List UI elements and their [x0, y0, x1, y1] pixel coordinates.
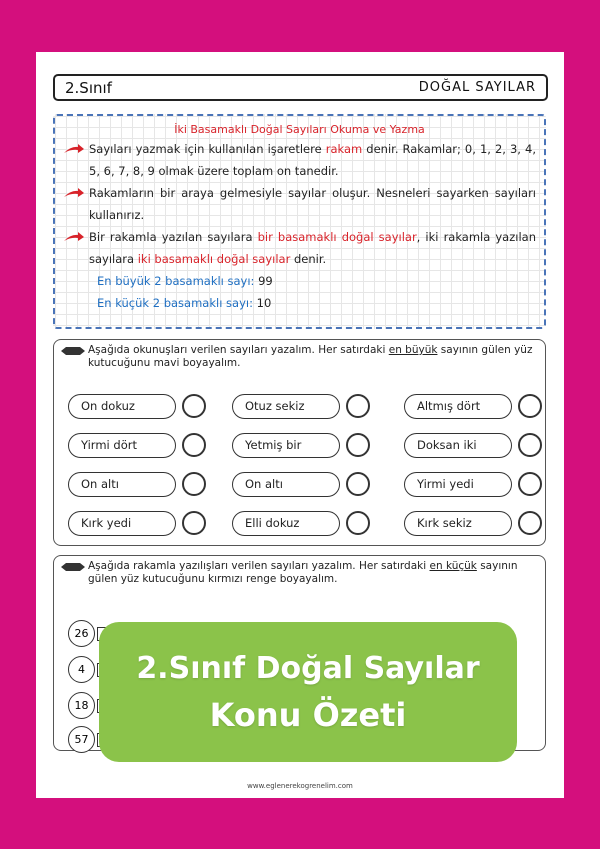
exercise-1-instruction	[54, 340, 545, 370]
pencil-icon	[60, 561, 86, 573]
ex1-instr-a: Aşağıda okunuşları verilen sayıları yazalım. Her satırdaki	[88, 344, 389, 356]
p1-highlight: rakam	[325, 142, 363, 156]
p3-text-a: Bir rakamla yazılan sayılara	[89, 230, 258, 244]
number-badge: 18	[68, 692, 95, 719]
p3-highlight-1: bir basamaklı doğal sayılar	[257, 230, 417, 244]
answer-circle[interactable]	[182, 433, 206, 457]
word-bubble: On dokuz	[68, 394, 176, 419]
word-item	[404, 509, 549, 537]
word-bubble: Doksan iki	[404, 433, 512, 458]
word-item	[404, 470, 549, 498]
worksheet-header	[53, 74, 548, 101]
word-bubble: Kırk yedi	[68, 511, 176, 536]
red-arrow-icon	[63, 231, 85, 243]
answer-circle[interactable]	[182, 511, 206, 535]
word-bubble: Yetmiş bir	[232, 433, 340, 458]
answer-circle[interactable]	[518, 511, 542, 535]
word-bubble: Otuz sekiz	[232, 394, 340, 419]
ex2-instr-underline: en küçük	[429, 560, 477, 572]
word-item	[68, 392, 213, 420]
answer-circle[interactable]	[182, 472, 206, 496]
word-item	[232, 392, 377, 420]
summary-paragraph-3	[63, 226, 536, 270]
p1-text-b: denir. Rakamlar; 0, 1, 2, 3, 4, 5, 6, 7, 8, 9 olmak üzere toplam on tanedir.	[89, 142, 536, 178]
footer-url: www.eglenerekogrenelim.com	[247, 782, 353, 790]
pencil-icon	[60, 345, 86, 357]
answer-circle[interactable]	[346, 511, 370, 535]
summary-paragraph-2	[63, 182, 536, 226]
overlay-line-1: 2.Sınıf Doğal Sayılar	[136, 651, 480, 686]
max-value: 99	[258, 274, 273, 288]
p1-text-a: Sayıları yazmak için kullanılan işaretlere	[89, 142, 326, 156]
word-item	[68, 431, 213, 459]
word-bubble: Kırk sekiz	[404, 511, 512, 536]
ex2-instr-a: Aşağıda rakamla yazılışları verilen sayıları yazalım. Her satırdaki	[88, 560, 430, 572]
exercise-1	[53, 339, 546, 546]
word-bubble: On altı	[68, 472, 176, 497]
summary-box	[53, 114, 546, 329]
word-bubble: Yirmi yedi	[404, 472, 512, 497]
ex1-instr-b: sayının gülen yüz kutucuğunu mavi boyayalım.	[88, 344, 533, 369]
overlay-line-2: Konu Özeti	[209, 696, 407, 734]
ex1-instr-underline: en büyük	[388, 344, 438, 356]
red-arrow-icon	[63, 143, 85, 155]
p3-text-c: denir.	[290, 252, 327, 266]
max-label: En büyük 2 basamaklı sayı:	[97, 274, 255, 288]
exercise-2-instruction	[54, 556, 545, 586]
p2-text: Rakamların bir araya gelmesiyle sayılar oluşur. Nesneleri sayarken sayıları kullanırız.	[89, 186, 536, 222]
answer-circle[interactable]	[518, 433, 542, 457]
word-item	[232, 470, 377, 498]
word-item	[68, 509, 213, 537]
answer-circle[interactable]	[182, 394, 206, 418]
max-number-line	[63, 270, 536, 292]
answer-circle[interactable]	[518, 472, 542, 496]
number-badge: 4	[68, 656, 95, 683]
ex2-instr-b: sayının gülen yüz kutucuğunu kırmızı renge boyayalım.	[88, 560, 518, 585]
answer-circle[interactable]	[346, 394, 370, 418]
p3-highlight-2: iki basamaklı doğal sayılar	[137, 252, 291, 266]
title-overlay	[99, 622, 517, 762]
word-bubble: Elli dokuz	[232, 511, 340, 536]
word-item	[232, 509, 377, 537]
answer-circle[interactable]	[346, 433, 370, 457]
word-item	[232, 431, 377, 459]
word-item	[404, 431, 549, 459]
word-bubble: Yirmi dört	[68, 433, 176, 458]
answer-circle[interactable]	[346, 472, 370, 496]
grade-label: 2.Sınıf	[65, 78, 112, 97]
word-bubble: Altmış dört	[404, 394, 512, 419]
answer-circle[interactable]	[518, 394, 542, 418]
word-item	[404, 392, 549, 420]
red-arrow-icon	[63, 187, 85, 199]
word-grid	[60, 388, 540, 548]
min-number-line	[63, 292, 536, 314]
p3-text-b: , iki rakamla yazılan sayılara	[89, 230, 536, 266]
min-label: En küçük 2 basamaklı sayı:	[97, 296, 253, 310]
min-value: 10	[256, 296, 272, 310]
number-badge: 57	[68, 726, 95, 753]
word-bubble: On altı	[232, 472, 340, 497]
word-item	[68, 470, 213, 498]
summary-title: İki Basamaklı Doğal Sayıları Okuma ve Yazma	[174, 123, 425, 136]
topic-label: DOĞAL SAYILAR	[418, 80, 536, 95]
summary-paragraph-1	[63, 138, 536, 182]
number-badge: 26	[68, 620, 95, 647]
